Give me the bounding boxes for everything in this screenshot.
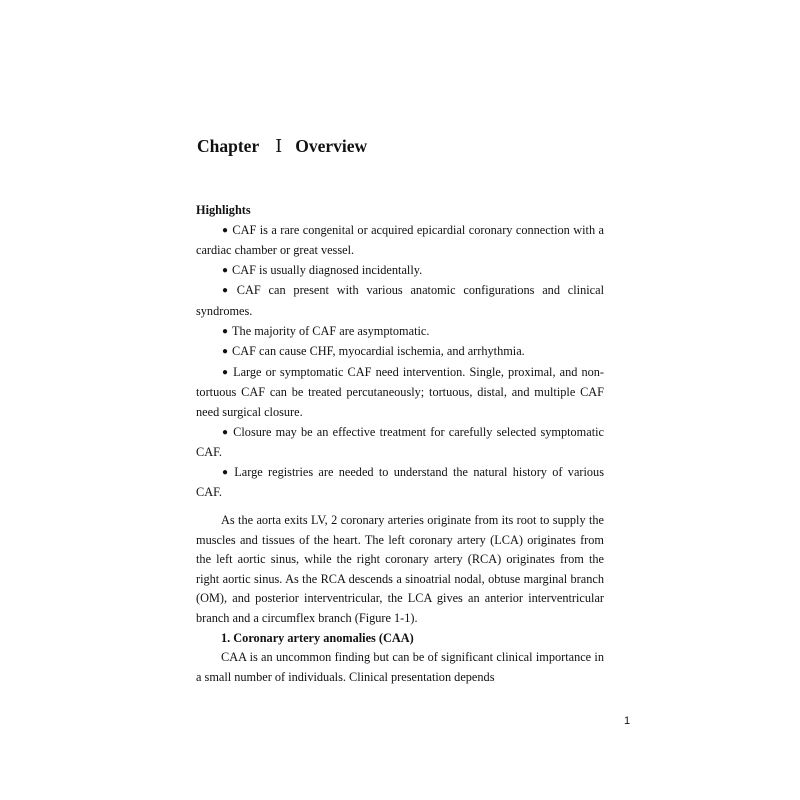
highlight-item	[196, 281, 604, 321]
page-number: 1	[624, 715, 631, 727]
highlight-text: CAF can present with various anatomic configurations and clinical syndromes.	[196, 283, 604, 318]
highlight-item	[196, 221, 604, 261]
highlights-section	[196, 201, 604, 503]
highlight-item	[196, 261, 604, 282]
intro-paragraph: As the aorta exits LV, 2 coronary arteries originate from its root to supply the muscles and tissues of the heart. The left coronary artery (LCA) originates from the left aortic sinus, while the right coronary artery (RCA) originates from the right aortic sinus. As the RCA descends a sinoatrial nodal, obtuse marginal branch (OM), and posterior interventricular, the LCA gives an anterior interventricular branch and a circumflex branch (Figure 1-1).	[196, 513, 604, 625]
highlight-text: Large registries are needed to understand the natural history of various CAF.	[196, 464, 604, 500]
main-text	[196, 511, 604, 687]
highlight-item	[196, 463, 604, 503]
highlight-text: CAF can cause CHF, myocardial ischemia, and arrhythmia.	[232, 344, 525, 359]
bullet-icon: ●	[222, 346, 229, 358]
chapter-name: Overview	[295, 136, 368, 156]
highlight-text: Large or symptomatic CAF need intervention. Single, proximal, and non-tortuous CAF can be treated percutaneously; tortuous, distal, and multiple CAF need surgical closure.	[196, 364, 604, 419]
section-paragraph: CAA is an uncommon finding but can be of significant clinical importance in a small number of individuals. Clinical presentation depends	[196, 650, 604, 684]
highlight-text: The majority of CAF are asymptomatic.	[232, 323, 430, 338]
chapter-label: Chapter	[197, 136, 260, 156]
chapter-title	[197, 136, 367, 157]
bullet-icon: ●	[222, 224, 229, 236]
highlight-item	[196, 342, 604, 363]
highlights-heading: Highlights	[196, 203, 251, 217]
highlight-item	[196, 423, 604, 463]
chapter-number: Ⅰ	[275, 136, 283, 156]
highlight-text: CAF is a rare congenital or acquired epicardial coronary connection with a cardiac chamber or great vessel.	[196, 222, 604, 258]
bullet-icon: ●	[222, 466, 231, 478]
highlight-item	[196, 363, 604, 423]
bullet-icon: ●	[222, 426, 230, 438]
highlights-list	[196, 221, 604, 503]
bullet-icon: ●	[222, 366, 230, 378]
highlight-text: CAF is usually diagnosed incidentally.	[232, 262, 423, 277]
highlight-text: Closure may be an effective treatment for carefully selected symptomatic CAF.	[196, 424, 604, 460]
bullet-icon: ●	[222, 285, 233, 297]
bullet-icon: ●	[222, 264, 229, 276]
bullet-icon: ●	[222, 325, 229, 337]
section-heading: 1. Coronary artery anomalies (CAA)	[221, 630, 414, 645]
highlight-item	[196, 322, 604, 343]
